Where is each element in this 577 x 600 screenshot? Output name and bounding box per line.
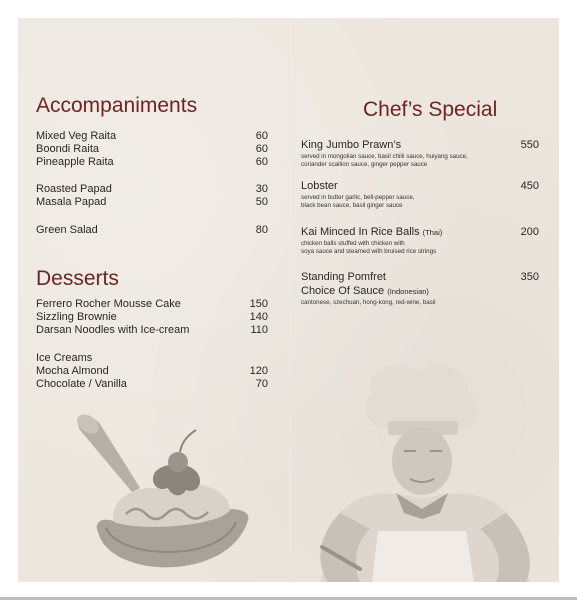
menu-subheading: Ice Creams: [36, 352, 93, 364]
dish-description: chicken balls stuffed with chicken with: [301, 240, 405, 247]
menu-item-price: 110: [250, 324, 268, 336]
chef-icon: [300, 363, 559, 582]
menu-item-name: Mixed Veg Raita: [36, 130, 117, 142]
chefs-special-heading: Chef’s Special: [363, 98, 498, 121]
dish-description: served in butter garlic, bell-pepper sauce,: [301, 194, 415, 201]
menu-item-name: Darsan Noodles with Ice-cream: [36, 324, 190, 336]
menu-item-price: 150: [249, 298, 268, 310]
menu-item-name: Boondi Raita: [36, 143, 99, 155]
dish-description: cantonese, szechuan, hong-kong, red-wine, basil: [301, 299, 436, 306]
dish-name: [301, 139, 401, 152]
dish-name: [301, 226, 442, 239]
menu-item-price: 60: [255, 143, 268, 155]
menu-item-price: 140: [249, 311, 268, 323]
dish-cuisine-tag: (Indonesian): [387, 287, 429, 296]
ice-cream-bowl-icon: [70, 410, 260, 582]
menu-item-price: 60: [255, 130, 268, 142]
menu-item-name: Sizzling Brownie: [36, 311, 117, 323]
dish-cuisine-tag: (Thai): [422, 228, 443, 237]
page-fold: [288, 18, 290, 582]
dish-price: 450: [520, 180, 539, 192]
menu-item-price: 120: [249, 365, 268, 377]
menu-item-price: 80: [255, 224, 268, 236]
dish-name: [301, 285, 429, 298]
dish-name-text: Lobster: [301, 180, 338, 192]
menu-item-name: Masala Papad: [36, 196, 107, 208]
menu-item-price: 50: [255, 196, 268, 208]
menu-item-price: 60: [255, 156, 268, 168]
dish-price: 550: [520, 139, 539, 151]
menu-item-price: 70: [255, 378, 268, 390]
dish-price: 200: [520, 226, 539, 238]
menu-item-name: Roasted Papad: [36, 183, 112, 195]
desserts-heading: Desserts: [36, 267, 119, 290]
menu-item-name: Pineapple Raita: [36, 156, 114, 168]
dish-description: served in mongolian sauce, basil chilli sauce, huiyang sauce,: [301, 153, 468, 160]
dish-description: black bean sauce, basil ginger sauce: [301, 202, 403, 209]
dish-name: [301, 271, 386, 284]
dish-price: 350: [520, 271, 539, 283]
menu-item-name: Mocha Almond: [36, 365, 109, 377]
dish-name-text: King Jumbo Prawn’s: [301, 139, 402, 151]
dish-description: coriander scallion sauce, ginger pepper sauce: [301, 161, 428, 168]
dish-name: [301, 180, 338, 193]
accompaniments-heading: Accompaniments: [36, 94, 198, 117]
menu-item-name: Chocolate / Vanilla: [36, 378, 127, 390]
menu-item-price: 30: [255, 183, 268, 195]
menu-card: [18, 18, 559, 582]
menu-item-name: Green Salad: [36, 224, 98, 236]
menu-item-name: Ferrero Rocher Mousse Cake: [36, 298, 181, 310]
dish-name-text: Choice Of Sauce: [301, 285, 385, 297]
dish-name-text: Kai Minced In Rice Balls: [301, 226, 420, 238]
dish-name-text: Standing Pomfret: [301, 271, 386, 283]
dish-description: soya sauce and steamed with bruised rice strings: [301, 248, 437, 255]
